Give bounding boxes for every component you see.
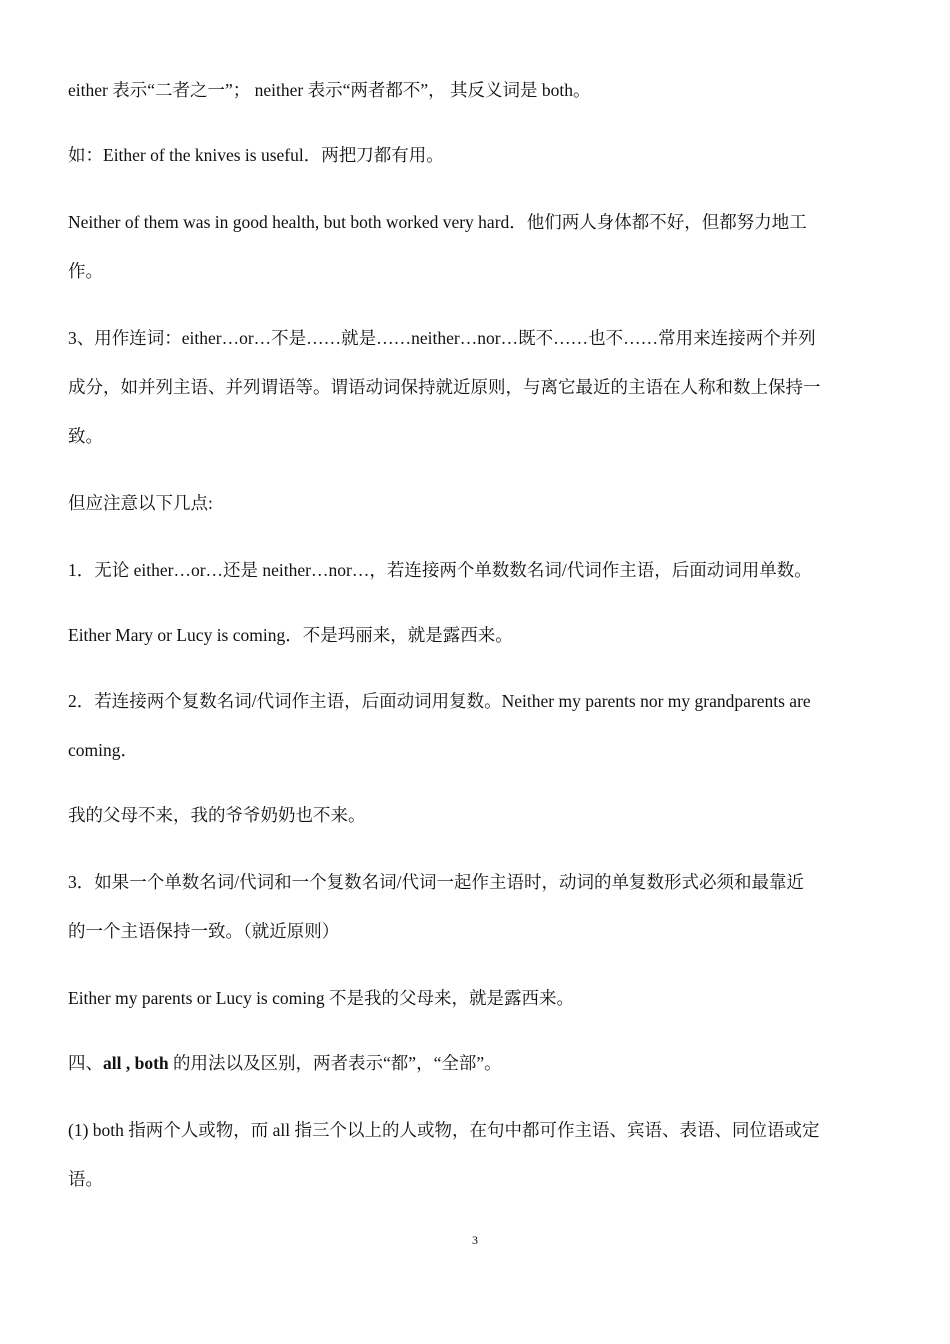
section-heading-bold-text: all , both [103, 1053, 169, 1073]
page-number: 3 [472, 1233, 478, 1247]
paragraph-line-example-health: Neither of them was in good health, but both worked very hard．他们两人身体都不好，但都努力地工 [68, 212, 807, 232]
paragraph-line-both-all-rule-continued: 语。 [68, 1169, 103, 1189]
paragraph-line-example-parents-lucy: Either my parents or Lucy is coming 不是我的父母来，就是露西来。 [68, 988, 574, 1008]
section-heading-all-both [68, 1052, 888, 1074]
paragraph-line-rule-two-continued: coming． [68, 740, 138, 760]
paragraph-line-both-all-rule: (1) both 指两个人或物，而 all 指三个以上的人或物，在句中都可作主语、宾语、表语、同位语或定 [68, 1120, 820, 1140]
paragraph-line-example-knives: 如：Either of the knives is useful．两把刀都有用。 [68, 145, 444, 165]
paragraph-line-conjunction-rule: 3、用作连词：either…or…不是……就是……neither…nor…既不……也不……常用来连接两个并列 [68, 328, 816, 348]
paragraph-line-example-mary-lucy: Either Mary or Lucy is coming．不是玛丽来，就是露西来。 [68, 625, 513, 645]
paragraph-line-rule-one: 1．无论 either…or…还是 neither…nor…，若连接两个单数数名词/代词作主语，后面动词用单数。 [68, 560, 812, 580]
section-heading-prefix: 四、 [68, 1053, 103, 1073]
paragraph-line-conjunction-rule-end: 致。 [68, 426, 103, 446]
paragraph-line-rule-two: 2．若连接两个复数名词/代词作主语，后面动词用复数。Neither my parents nor my grandparents are [68, 691, 811, 711]
paragraph-line-rule-three: 3．如果一个单数名词/代词和一个复数名词/代词一起作主语时，动词的单复数形式必须和最靠近 [68, 872, 804, 892]
paragraph-line-rule-two-translation: 我的父母不来，我的爷爷奶奶也不来。 [68, 805, 366, 825]
paragraph-line-example-health-continued: 作。 [68, 261, 103, 281]
paragraph-line-rule-three-continued: 的一个主语保持一致。（就近原则） [68, 921, 340, 941]
section-heading-suffix: 的用法以及区别，两者表示“都”，“全部”。 [168, 1053, 502, 1073]
paragraph-line-either-neither: either 表示“二者之一”； neither 表示“两者都不”， 其反义词是 both。 [68, 80, 591, 100]
paragraph-line-conjunction-rule-continued: 成分，如并列主语、并列谓语等。谓语动词保持就近原则，与离它最近的主语在人称和数上保持一 [68, 377, 821, 397]
paragraph-line-notes-heading: 但应注意以下几点: [68, 493, 213, 513]
